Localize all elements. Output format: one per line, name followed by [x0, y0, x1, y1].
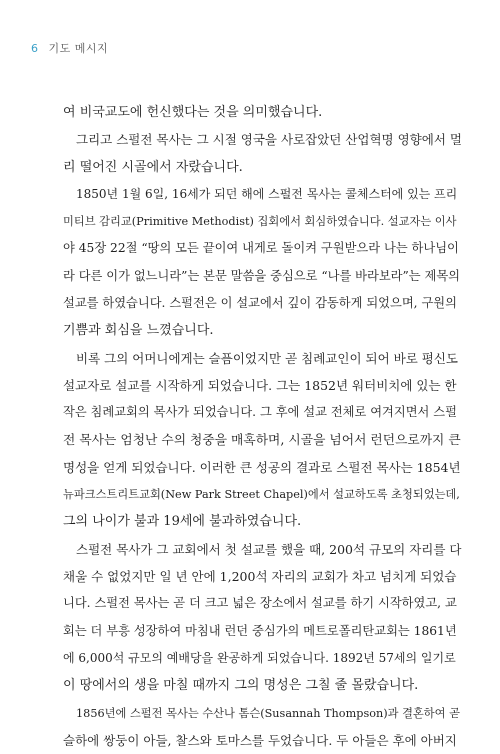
book-title: 기도 메시지 — [48, 42, 109, 55]
text-line: 여 비국교도에 헌신했다는 것을 의미했습니다. — [63, 105, 323, 120]
text-line: 미티브 감리교(Primitive Methodist) 집회에서 회심하였습니다. 설교자는 이사 — [63, 215, 457, 229]
text-line: 이 땅에서의 생을 마칠 때까지 그의 명성은 그칠 줄 몰랐습니다. — [63, 678, 419, 694]
paragraph — [63, 99, 463, 126]
running-header — [31, 40, 108, 56]
text-line: 스펄전 목사가 그 교회에서 첫 설교를 했을 때, 200석 규모의 자리를 다 — [76, 541, 462, 557]
paragraph — [63, 126, 463, 181]
text-line: 슬하에 쌍둥이 아들, 찰스와 토마스를 두었습니다. 두 아들은 후에 아버지 — [63, 732, 457, 748]
text-line: 니다. 스펄전 목사는 곧 더 크고 넓은 장소에서 설교를 하기 시작하였고, 교 — [63, 596, 457, 611]
text-line: 설교자로 설교를 시작하게 되었습니다. 그는 1852년 워터비치에 있는 한 — [63, 377, 457, 393]
text-line: 회는 더 부흥 성장하여 마침내 런던 중심가의 메트로폴리탄교회는 1861년 — [63, 623, 457, 638]
text-line: 비록 그의 어머니에게는 슬픔이었지만 곧 침례교인이 되어 바로 평신도 — [76, 350, 458, 366]
text-line: 전 목사는 엄청난 수의 청중을 매혹하며, 시골을 넘어서 런던으로까지 큰 — [63, 432, 461, 448]
text-line: 그의 나이가 불과 19세에 불과하였습니다. — [63, 514, 302, 530]
text-line: 설교를 하였습니다. 스펄전은 이 설교에서 깊이 감동하게 되었으며, 구원의 — [63, 296, 457, 311]
paragraph — [63, 700, 463, 754]
text-line: 그리고 스펄전 목사는 그 시절 영국을 사로잡았던 산업혁명 영향에서 멀 — [76, 132, 462, 148]
text-line: 명성을 얻게 되었습니다. 이러한 큰 성공의 결과로 스펄전 목사는 1854년 — [63, 459, 461, 475]
text-line: 작은 침례교회의 목사가 되었습니다. 그 후에 설교 전체로 여겨지면서 스펄 — [63, 405, 457, 420]
text-line: 야 45장 22절 “땅의 모든 끝이여 내게로 돌이켜 구원받으라 나는 하나님이 — [63, 241, 459, 256]
page-number: 6 — [31, 42, 39, 55]
body-text — [63, 99, 463, 754]
text-line: 리 떨어진 시골에서 자랐습니다. — [63, 159, 243, 175]
text-line: 에 6,000석 규모의 예배당을 완공하게 되었습니다. 1892년 57세의 일기로 — [63, 650, 456, 665]
text-line: 1850년 1월 6일, 16세가 되던 해에 스펄전 목사는 콜체스터에 있는 프리 — [76, 186, 458, 201]
paragraph — [63, 536, 463, 700]
paragraph — [63, 181, 463, 345]
text-line: 1856년에 스펄전 목사는 수산나 톰슨(Susannah Thompson)과 결혼하여 곧 — [76, 706, 460, 720]
paragraph — [63, 345, 463, 536]
text-line: 라 다른 이가 없느니라”는 본문 말씀을 중심으로 “나를 바라보라”는 제목의 — [63, 268, 461, 283]
text-line: 뉴파크스트리트교회(New Park Street Chapel)에서 설교하도록 초청되었는데, — [63, 488, 460, 502]
text-line: 기쁨과 회심을 느꼈습니다. — [63, 323, 214, 339]
text-line: 채울 수 없었지만 일 년 안에 1,200석 자리의 교회가 차고 넘치게 되었습 — [63, 569, 457, 585]
